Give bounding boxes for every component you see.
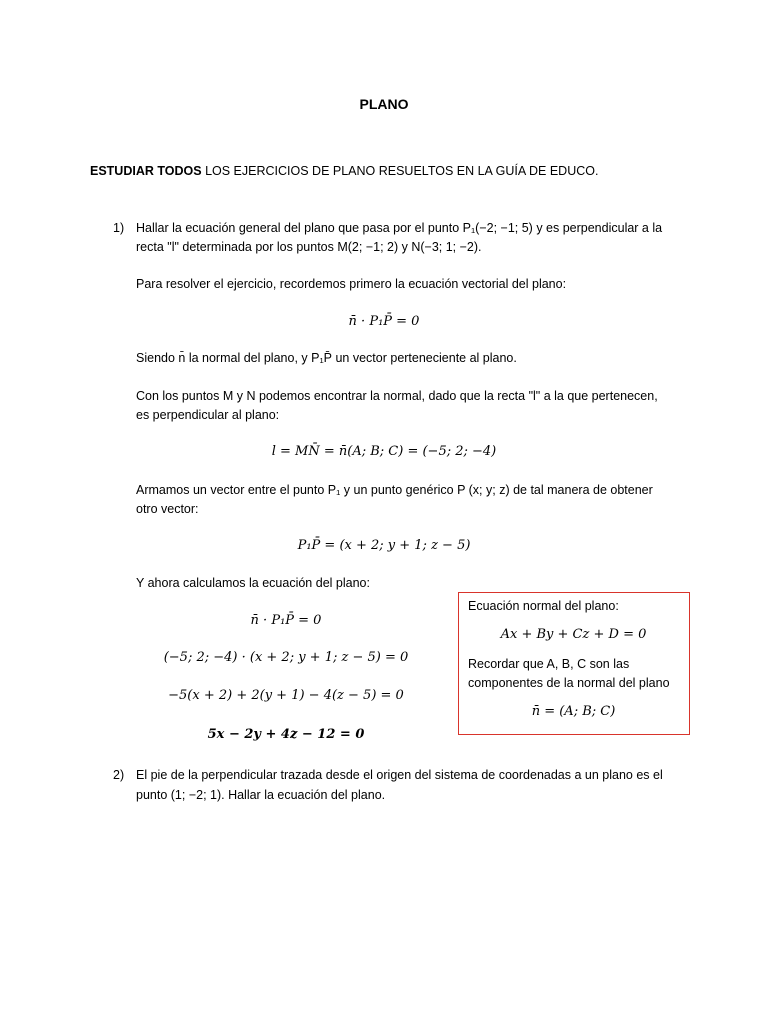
calc-step-3: −5(x + 2) + 2(y + 1) − 4(z − 5) = 0 <box>168 688 404 703</box>
vector-construction-line2: otro vector: <box>136 502 199 516</box>
plane-calculation-intro: Y ahora calculamos la ecuación del plano: <box>136 576 370 590</box>
exercise1-statement-line1: Hallar la ecuación general del plano que pasa por el punto P₁(−2; −1; 5) y es perpendicular a la <box>136 221 663 235</box>
instruction <box>90 164 598 178</box>
page-title: PLANO <box>359 96 409 112</box>
instruction-bold: ESTUDIAR TODOS <box>90 164 202 178</box>
exercise2-statement-line2: punto (1; −2; 1). Hallar la ecuación del plano. <box>136 788 386 802</box>
note-recordar-line2: componentes de la normal del plano <box>468 676 670 690</box>
note-title: Ecuación normal del plano: <box>468 599 619 613</box>
vector-construction-line1: Armamos un vector entre el punto P₁ y un punto genérico P (x; y; z) de tal manera de obtener <box>136 483 653 497</box>
note-recordar-line1: Recordar que A, B, C son las <box>468 657 630 671</box>
exercise1-statement-line2: recta "l" determinada por los puntos M(2; −1; 2) y N(−3; 1; −2). <box>136 240 482 254</box>
note-normal-equation: n̄ = (A; B; C) <box>531 704 616 719</box>
normal-from-points-line2: es perpendicular al plano: <box>136 408 280 422</box>
instruction-rest: LOS EJERCICIOS DE PLANO RESUELTOS EN LA GUÍA DE EDUCO. <box>201 164 599 178</box>
vector-equation: n̄ · P₁P̄ = 0 <box>348 314 420 329</box>
note-box <box>458 592 690 735</box>
normal-from-points-line1: Con los puntos M y N podemos encontrar la normal, dado que la recta "l" a la que pertenecen, <box>136 389 658 403</box>
calc-step-2: (−5; 2; −4) · (x + 2; y + 1; z − 5) = 0 <box>163 650 409 665</box>
calc-step-1: n̄ · P₁P̄ = 0 <box>250 613 322 628</box>
exercise2-number: 2) <box>113 768 125 782</box>
note-equation: Ax + By + Cz + D = 0 <box>500 627 647 642</box>
exercise2-statement-line1: El pie de la perpendicular trazada desde el origen del sistema de coordenadas a un plano es el <box>136 768 663 782</box>
normal-equation: l = MN̄ = n̄(A; B; C) = (−5; 2; −4) <box>271 444 497 459</box>
p1p-vector-equation: P₁P̄ = (x + 2; y + 1; z − 5) <box>297 538 471 553</box>
final-equation: 5x − 2y + 4z − 12 = 0 <box>207 727 365 742</box>
exercise1-number: 1) <box>113 221 125 235</box>
vector-equation-intro: Para resolver el ejercicio, recordemos primero la ecuación vectorial del plano: <box>136 277 567 291</box>
normal-definition: Siendo n̄ la normal del plano, y P₁P̄ un vector perteneciente al plano. <box>136 351 517 365</box>
